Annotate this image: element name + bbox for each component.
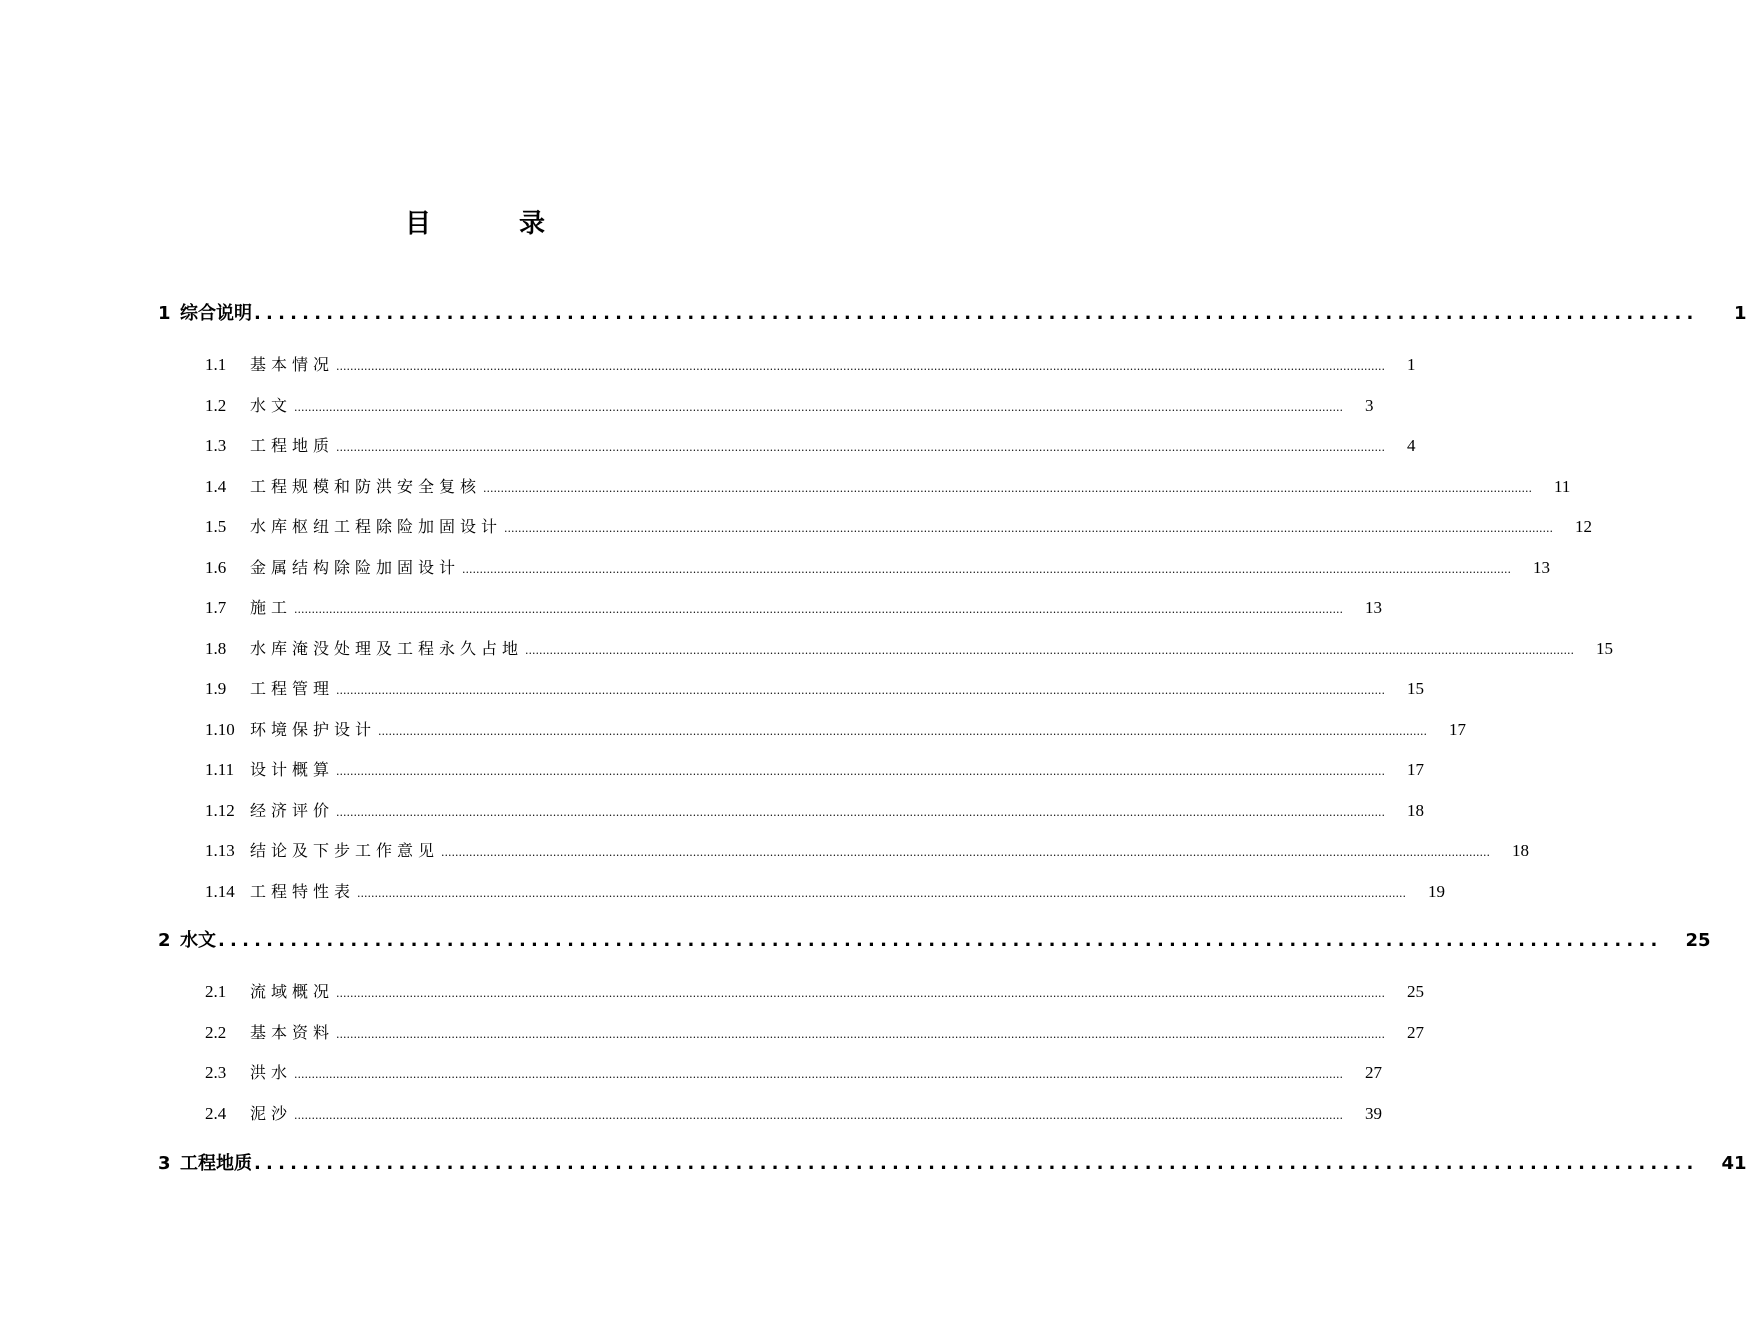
section-title: 水库枢纽工程除险加固设计 bbox=[250, 517, 503, 536]
chapter-page-number: 1 bbox=[1734, 303, 1747, 324]
toc-section-entry[interactable] bbox=[205, 433, 1416, 459]
toc-section-entry[interactable] bbox=[205, 514, 1592, 540]
section-page-number: 25 bbox=[1407, 982, 1424, 1001]
dot-leader: ............................................................................................................................................................................................................................................................................................................ bbox=[294, 603, 1343, 616]
section-title: 环境保护设计 bbox=[250, 720, 377, 739]
toc-section-entry[interactable] bbox=[205, 636, 1613, 662]
section-page-number: 15 bbox=[1407, 679, 1424, 698]
chapter-number: 3 bbox=[158, 1153, 171, 1174]
section-title: 金属结构除险加固设计 bbox=[250, 558, 461, 577]
dot-leader: ............................................................................................................................................................................................................................................................................................................ bbox=[294, 1109, 1343, 1122]
section-number: 1.14 bbox=[205, 882, 235, 901]
section-number: 2.4 bbox=[205, 1104, 227, 1123]
toc-title bbox=[0, 204, 950, 244]
section-title: 工程规模和防洪安全复核 bbox=[250, 477, 482, 496]
dot-leader: ............................................................................................................................................................................................................................................................................................................ bbox=[336, 987, 1385, 1000]
toc-title-char: 目 bbox=[404, 209, 519, 239]
section-title: 水库淹没处理及工程永久占地 bbox=[250, 639, 524, 658]
toc-section-entry[interactable] bbox=[205, 393, 1374, 419]
toc-section-entry[interactable] bbox=[205, 595, 1382, 621]
chapter-number: 2 bbox=[158, 930, 171, 951]
dot-leader: ............................................................................................................................................................................................................................................................................................................ bbox=[336, 684, 1385, 697]
dot-leader: ............................................................................................................................................................................................................................................................................................................ bbox=[336, 441, 1385, 454]
section-number: 2.3 bbox=[205, 1063, 227, 1082]
toc-section-entry[interactable] bbox=[205, 474, 1571, 500]
section-title: 基本情况 bbox=[250, 355, 335, 374]
section-page-number: 11 bbox=[1554, 477, 1571, 496]
section-number: 1.2 bbox=[205, 396, 227, 415]
toc-section-entry[interactable] bbox=[205, 979, 1424, 1005]
section-page-number: 27 bbox=[1365, 1063, 1382, 1082]
chapter-page-number: 41 bbox=[1721, 1153, 1747, 1174]
toc-chapter-entry[interactable] bbox=[158, 300, 1747, 328]
section-page-number: 13 bbox=[1533, 558, 1550, 577]
section-number: 1.4 bbox=[205, 477, 227, 496]
section-title: 结论及下步工作意见 bbox=[250, 841, 440, 860]
toc-section-entry[interactable] bbox=[205, 757, 1424, 783]
toc-section-entry[interactable] bbox=[205, 717, 1466, 743]
section-page-number: 39 bbox=[1365, 1104, 1382, 1123]
section-page-number: 17 bbox=[1407, 760, 1424, 779]
chapter-title: 水文 bbox=[180, 930, 216, 951]
section-number: 1.10 bbox=[205, 720, 235, 739]
section-number: 1.12 bbox=[205, 801, 235, 820]
dot-leader: ............................................................................................................................................................................................................................................................................................................ bbox=[336, 806, 1385, 819]
section-title: 水文 bbox=[250, 396, 293, 415]
section-number: 1.9 bbox=[205, 679, 227, 698]
toc-section-entry[interactable] bbox=[205, 879, 1445, 905]
dot-leader: ........................................................................................................................ bbox=[218, 930, 1663, 951]
dot-leader: ............................................................................................................................................................................................................................................................................................................ bbox=[294, 1068, 1343, 1081]
dot-leader: ............................................................................................................................................................................................................................................................................................................ bbox=[483, 482, 1532, 495]
dot-leader: ........................................................................................................................ bbox=[254, 303, 1699, 324]
section-title: 泥沙 bbox=[250, 1104, 293, 1123]
dot-leader: ............................................................................................................................................................................................................................................................................................................ bbox=[336, 765, 1385, 778]
section-page-number: 3 bbox=[1365, 396, 1374, 415]
section-title: 施工 bbox=[250, 598, 293, 617]
toc-section-entry[interactable] bbox=[205, 555, 1550, 581]
toc-section-entry[interactable] bbox=[205, 1020, 1424, 1046]
section-page-number: 13 bbox=[1365, 598, 1382, 617]
section-page-number: 4 bbox=[1407, 436, 1416, 455]
dot-leader: ........................................................................................................................ bbox=[254, 1153, 1699, 1174]
section-number: 1.5 bbox=[205, 517, 227, 536]
section-number: 1.8 bbox=[205, 639, 227, 658]
dot-leader: ............................................................................................................................................................................................................................................................................................................ bbox=[504, 522, 1553, 535]
dot-leader: ............................................................................................................................................................................................................................................................................................................ bbox=[294, 401, 1343, 414]
dot-leader: ............................................................................................................................................................................................................................................................................................................ bbox=[336, 1028, 1385, 1041]
dot-leader: ............................................................................................................................................................................................................................................................................................................ bbox=[462, 563, 1511, 576]
toc-section-entry[interactable] bbox=[205, 1060, 1382, 1086]
dot-leader: ............................................................................................................................................................................................................................................................................................................ bbox=[378, 725, 1427, 738]
toc-section-entry[interactable] bbox=[205, 352, 1416, 378]
toc-section-entry[interactable] bbox=[205, 676, 1424, 702]
section-page-number: 18 bbox=[1512, 841, 1529, 860]
section-title: 工程地质 bbox=[250, 436, 335, 455]
chapter-page-number: 25 bbox=[1685, 930, 1711, 951]
section-page-number: 15 bbox=[1596, 639, 1613, 658]
section-number: 1.7 bbox=[205, 598, 227, 617]
section-page-number: 17 bbox=[1449, 720, 1466, 739]
section-number: 1.11 bbox=[205, 760, 235, 779]
section-title: 设计概算 bbox=[250, 760, 335, 779]
chapter-title: 综合说明 bbox=[180, 303, 252, 324]
section-number: 1.3 bbox=[205, 436, 227, 455]
toc-chapter-entry[interactable] bbox=[158, 927, 1711, 955]
dot-leader: ............................................................................................................................................................................................................................................................................................................ bbox=[525, 644, 1574, 657]
section-number: 1.1 bbox=[205, 355, 227, 374]
section-title: 工程管理 bbox=[250, 679, 335, 698]
section-page-number: 19 bbox=[1428, 882, 1445, 901]
toc-section-entry[interactable] bbox=[205, 838, 1529, 864]
dot-leader: ............................................................................................................................................................................................................................................................................................................ bbox=[357, 887, 1406, 900]
section-number: 2.2 bbox=[205, 1023, 227, 1042]
dot-leader: ............................................................................................................................................................................................................................................................................................................ bbox=[336, 360, 1385, 373]
section-page-number: 27 bbox=[1407, 1023, 1424, 1042]
section-title: 工程特性表 bbox=[250, 882, 356, 901]
toc-title-char: 录 bbox=[519, 209, 634, 239]
chapter-title: 工程地质 bbox=[180, 1153, 252, 1174]
section-page-number: 1 bbox=[1407, 355, 1416, 374]
section-number: 1.6 bbox=[205, 558, 227, 577]
toc-section-entry[interactable] bbox=[205, 1101, 1382, 1127]
section-page-number: 18 bbox=[1407, 801, 1424, 820]
section-title: 洪水 bbox=[250, 1063, 293, 1082]
section-number: 2.1 bbox=[205, 982, 227, 1001]
section-number: 1.13 bbox=[205, 841, 235, 860]
section-title: 基本资料 bbox=[250, 1023, 335, 1042]
section-page-number: 12 bbox=[1575, 517, 1592, 536]
section-title: 经济评价 bbox=[250, 801, 335, 820]
dot-leader: ............................................................................................................................................................................................................................................................................................................ bbox=[441, 846, 1490, 859]
toc-section-entry[interactable] bbox=[205, 798, 1424, 824]
toc-chapter-entry[interactable] bbox=[158, 1150, 1747, 1178]
chapter-number: 1 bbox=[158, 303, 171, 324]
section-title: 流域概况 bbox=[250, 982, 335, 1001]
